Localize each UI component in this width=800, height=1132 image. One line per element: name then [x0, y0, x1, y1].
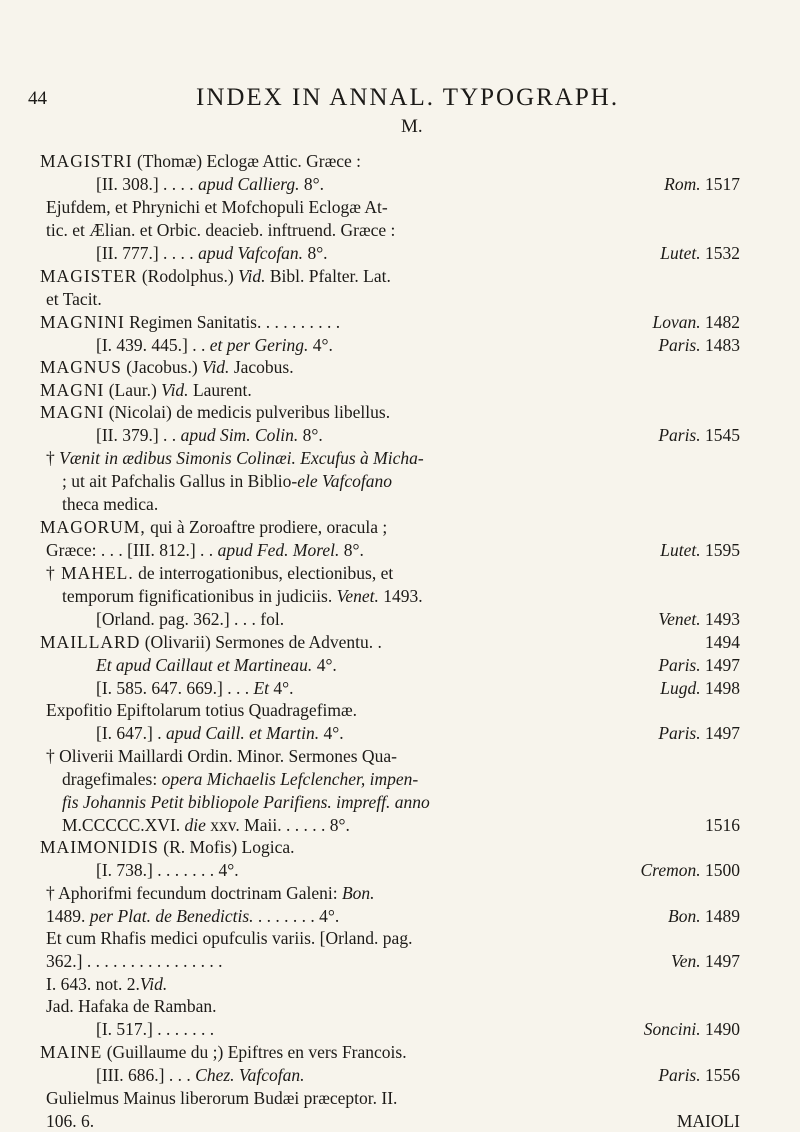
place-year	[671, 950, 740, 972]
index-line	[40, 654, 740, 676]
italic-text: opera Michaelis Lefclencher, impen-	[161, 769, 419, 789]
index-line	[40, 722, 740, 744]
entry-format: 4°.	[319, 723, 344, 743]
italic-text: apud Caill. et Martin.	[165, 723, 320, 743]
index-line	[40, 1110, 740, 1132]
index-line	[40, 539, 740, 561]
entry-text: [I. 647.] .	[96, 723, 166, 743]
entry-text: [I. 517.] . . . . . . .	[96, 1019, 215, 1039]
imprint-year: 1532	[705, 243, 740, 263]
index-line	[40, 927, 740, 949]
imprint-year: 1490	[705, 1019, 740, 1039]
line-text	[96, 677, 294, 699]
entry-text: † Aphorifmi fecundum doctrinam Galeni:	[46, 883, 342, 903]
line-text	[46, 219, 395, 241]
index-line	[40, 516, 740, 538]
line-text	[40, 401, 390, 423]
italic-text: fis Johannis Petit bibliopole Parifiens. impreff. anno	[62, 792, 430, 812]
imprint-year: 1497	[705, 951, 740, 971]
imprint-year: 1483	[705, 335, 740, 355]
entry-text: M.CCCCC.XVI.	[62, 815, 185, 835]
line-text	[46, 699, 357, 721]
entry-text: †	[46, 448, 60, 468]
entry-headword: † MAHEL.	[46, 563, 134, 583]
imprint-place: Ven.	[670, 951, 705, 971]
line-text	[62, 791, 430, 813]
line-text	[96, 722, 344, 744]
index-line	[40, 905, 740, 927]
imprint-year: 1493	[705, 609, 740, 629]
imprint-place: Lutet.	[660, 243, 705, 263]
index-line	[40, 311, 740, 333]
index-line	[40, 242, 740, 264]
index-line	[40, 424, 740, 446]
entry-text: ; ut ait Pafchalis Gallus in Biblio-	[62, 471, 298, 491]
entry-text: 1489.	[46, 906, 90, 926]
line-text	[96, 1064, 305, 1086]
imprint-year: 1556	[705, 1065, 740, 1085]
index-line	[40, 882, 740, 904]
imprint-place: Paris.	[658, 1065, 705, 1085]
line-text	[96, 173, 324, 195]
imprint-year: 1497	[705, 723, 740, 743]
imprint-place: Lutet.	[660, 540, 705, 560]
entry-text: (Olivarii) Sermones de Adventu. .	[140, 632, 382, 652]
italic-text: Vid.	[139, 974, 168, 994]
line-text	[96, 608, 284, 630]
entry-text: [III. 686.] . . .	[96, 1065, 196, 1085]
line-text	[96, 859, 239, 881]
imprint-place: Lugd.	[660, 678, 705, 698]
index-line	[40, 608, 740, 630]
entry-text: Græce: . . . [III. 812.] . .	[46, 540, 218, 560]
imprint-year: MAIOLI	[676, 1111, 740, 1131]
index-line	[40, 173, 740, 195]
place-year	[658, 608, 740, 630]
imprint-year: 1516	[705, 815, 740, 835]
index-line	[40, 288, 740, 310]
imprint-place: Bon.	[668, 906, 705, 926]
line-text	[40, 379, 252, 401]
index-line	[40, 1018, 740, 1040]
entry-text: [II. 777.] . . . .	[96, 243, 199, 263]
line-text	[40, 1041, 407, 1063]
imprint-year: 1595	[705, 540, 740, 560]
entry-text: Ejufdem, et Phrynichi et Mofchopuli Eclogæ At-	[46, 197, 388, 217]
index-line	[40, 836, 740, 858]
place-year	[705, 631, 740, 653]
imprint-place: Lovan.	[652, 312, 705, 332]
place-year	[660, 539, 740, 561]
italic-text: ele Vafcofano	[297, 471, 393, 491]
place-year	[660, 677, 740, 699]
entry-text: [II. 308.] . . . .	[96, 174, 199, 194]
page-number: 44	[28, 88, 47, 109]
index-line	[40, 677, 740, 699]
line-text	[40, 836, 295, 858]
entry-text: theca medica.	[62, 494, 159, 514]
entry-text: qui à Zoroaftre prodiere, oracula ;	[145, 517, 388, 537]
entry-format: 4°.	[269, 678, 294, 698]
imprint-place: Paris.	[658, 723, 705, 743]
place-year	[658, 334, 740, 356]
entry-format: 8°.	[339, 540, 364, 560]
italic-text: Vid.	[238, 266, 266, 286]
imprint-place: Paris.	[658, 425, 705, 445]
line-text	[46, 1087, 397, 1109]
entry-headword: MAGNI	[40, 380, 105, 400]
line-text	[40, 516, 387, 538]
line-text	[46, 950, 222, 972]
line-text	[62, 493, 158, 515]
place-year	[653, 311, 741, 333]
index-line	[40, 1087, 740, 1109]
entry-format: 4°.	[308, 335, 333, 355]
place-year	[641, 859, 741, 881]
line-text	[96, 424, 323, 446]
place-year	[705, 814, 740, 836]
italic-text: Chez. Vafcofan.	[195, 1065, 305, 1085]
entry-text: Regimen Sanitatis. . . . . . . . . .	[124, 312, 341, 332]
place-year	[677, 1110, 740, 1132]
italic-text: apud Vafcofan.	[198, 243, 304, 263]
entry-headword: MAIMONIDIS	[40, 837, 159, 857]
entry-text: temporum fignificationibus in judiciis.	[62, 586, 337, 606]
entry-text: Jad. Hafaka de Ramban.	[46, 996, 217, 1016]
entry-text: 362.] . . . . . . . . . . . . . . . .	[46, 951, 223, 971]
line-text	[46, 927, 412, 949]
index-line	[40, 401, 740, 423]
entry-headword: MAGNUS	[40, 357, 122, 377]
place-year	[658, 424, 740, 446]
line-text	[62, 470, 392, 492]
index-line	[40, 950, 740, 972]
index-line	[40, 585, 740, 607]
entry-format: 8°.	[298, 425, 323, 445]
place-year	[658, 722, 740, 744]
entry-text: (Nicolai) de medicis pulveribus libellus.	[104, 402, 391, 422]
line-text	[46, 562, 393, 584]
index-line	[40, 745, 740, 767]
line-text	[46, 447, 424, 469]
place-year	[658, 654, 740, 676]
line-text	[46, 1110, 94, 1132]
index-line	[40, 814, 740, 836]
line-text	[40, 356, 294, 378]
line-text	[46, 539, 364, 561]
line-text	[40, 311, 340, 333]
entry-format: Jacobus.	[229, 357, 294, 377]
entry-headword: MAGISTRI	[40, 151, 133, 171]
place-year	[644, 1018, 740, 1040]
entry-text: (Laur.)	[104, 380, 162, 400]
entry-format: 1493.	[378, 586, 423, 606]
entry-text: † Oliverii Maillardi Ordin. Minor. Sermones Qua-	[46, 746, 397, 766]
line-text	[96, 334, 333, 356]
italic-text: et per Gering.	[209, 335, 309, 355]
italic-text: apud Sim. Colin.	[180, 425, 299, 445]
imprint-place: Venet.	[658, 609, 705, 629]
index-line	[40, 768, 740, 790]
line-text	[46, 882, 375, 904]
index-line	[40, 447, 740, 469]
running-head: INDEX IN ANNAL. TYPOGRAPH.	[196, 84, 620, 111]
imprint-year: 1545	[705, 425, 740, 445]
entry-headword: MAGISTER	[40, 266, 138, 286]
entry-headword: MAILLARD	[40, 632, 141, 652]
index-line	[40, 699, 740, 721]
entry-text: et Tacit.	[46, 289, 102, 309]
entry-headword: MAGNI	[40, 402, 105, 422]
place-year	[668, 905, 740, 927]
line-text	[46, 288, 102, 310]
entry-text: (Thomæ) Eclogæ Attic. Græce :	[132, 151, 362, 171]
line-text	[46, 995, 217, 1017]
imprint-year: 1482	[705, 312, 740, 332]
entry-text: Gulielmus Mainus liberorum Budæi præceptor. II.	[46, 1088, 398, 1108]
italic-text: die	[184, 815, 206, 835]
line-text	[46, 905, 339, 927]
line-text	[96, 242, 328, 264]
italic-text: Vid.	[202, 357, 230, 377]
index-line	[40, 1064, 740, 1086]
line-text	[62, 768, 418, 790]
index-line	[40, 995, 740, 1017]
index-line	[40, 791, 740, 813]
entry-format: Laurent.	[188, 380, 252, 400]
entry-headword: MAGNINI	[40, 312, 125, 332]
entry-text: (Rodolphus.)	[137, 266, 239, 286]
italic-text: apud Fed. Morel.	[217, 540, 340, 560]
imprint-place: Rom.	[664, 174, 705, 194]
line-text	[46, 196, 388, 218]
place-year	[660, 242, 740, 264]
line-text	[40, 150, 361, 172]
index-line	[40, 1041, 740, 1063]
line-text	[46, 973, 167, 995]
entry-text: de interrogationibus, electionibus, et	[133, 563, 394, 583]
italic-text: Et apud Caillaut et Martineau.	[96, 655, 313, 675]
imprint-year: 1494	[705, 632, 740, 652]
entry-text: [I. 738.] . . . . . . . 4°.	[96, 860, 239, 880]
entry-text: Et cum Rhafis medici opufculis variis. [Orland. pag.	[46, 928, 413, 948]
imprint-year: 1517	[705, 174, 740, 194]
line-text	[96, 654, 337, 676]
line-text	[40, 631, 382, 653]
imprint-place: Cremon.	[640, 860, 705, 880]
index-line	[40, 493, 740, 515]
entry-text: [Orland. pag. 362.] . . . fol.	[96, 609, 285, 629]
entry-text: (Jacobus.)	[121, 357, 203, 377]
entry-headword: MAINE	[40, 1042, 103, 1062]
index-line	[40, 859, 740, 881]
imprint-year: 1497	[705, 655, 740, 675]
italic-text: Et	[253, 678, 270, 698]
italic-text: Venet.	[336, 586, 379, 606]
italic-text: per Plat. de Benedictis.	[89, 906, 254, 926]
imprint-year: 1498	[705, 678, 740, 698]
index-line	[40, 631, 740, 653]
imprint-year: 1500	[705, 860, 740, 880]
imprint-place: Soncini.	[643, 1019, 705, 1039]
entry-text: [I. 439. 445.] . .	[96, 335, 210, 355]
entry-text: I. 643. not. 2.	[46, 974, 140, 994]
index-line	[40, 196, 740, 218]
imprint-year: 1489	[705, 906, 740, 926]
entry-format: 8°.	[303, 243, 328, 263]
index-line	[40, 973, 740, 995]
entry-format: 8°.	[299, 174, 324, 194]
entry-format: Bibl. Pfalter. Lat.	[265, 266, 391, 286]
line-text	[40, 265, 391, 287]
index-line	[40, 356, 740, 378]
italic-text: apud Callierg.	[198, 174, 300, 194]
entry-headword: MAGORUM,	[40, 517, 146, 537]
imprint-place: Paris.	[658, 655, 705, 675]
italic-text: Bon.	[341, 883, 375, 903]
italic-text: Vid.	[161, 380, 189, 400]
entry-format: 4°.	[312, 655, 337, 675]
entry-text: tic. et Ælian. et Orbic. deacieb. inftruend. Græce :	[46, 220, 396, 240]
entry-text: [II. 379.] . .	[96, 425, 181, 445]
entry-format: . . . . . . . 4°.	[253, 906, 340, 926]
index-line	[40, 219, 740, 241]
line-text	[62, 585, 423, 607]
imprint-place: Paris.	[658, 335, 705, 355]
entry-text: dragefimales:	[62, 769, 162, 789]
index-line	[40, 562, 740, 584]
index-line	[40, 265, 740, 287]
section-letter: M.	[401, 116, 423, 137]
entry-text: 106. 6.	[46, 1111, 95, 1131]
index-line	[40, 470, 740, 492]
entry-text: [I. 585. 647. 669.] . . .	[96, 678, 254, 698]
index-line	[40, 379, 740, 401]
line-text	[62, 814, 350, 836]
entry-text: Expofitio Epiftolarum totius Quadragefimæ.	[46, 700, 358, 720]
place-year	[658, 1064, 740, 1086]
italic-text: Vænit in ædibus Simonis Colinæi. Excufus à Micha-	[59, 448, 424, 468]
entry-text: (R. Mofis) Logica.	[158, 837, 295, 857]
index-line	[40, 150, 740, 172]
line-text	[96, 1018, 214, 1040]
entry-format: xxv. Maii. . . . . . 8°.	[205, 815, 350, 835]
index-line	[40, 334, 740, 356]
line-text	[46, 745, 397, 767]
entry-text: (Guillaume du ;) Epiftres en vers Francois.	[102, 1042, 407, 1062]
place-year	[664, 173, 740, 195]
